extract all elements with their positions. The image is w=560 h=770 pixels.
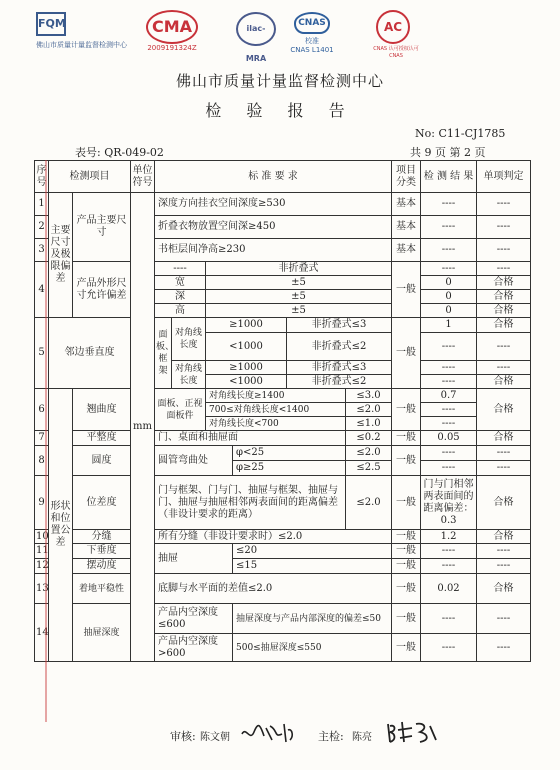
result: ----	[421, 375, 477, 389]
item-warpage: 翘曲度	[73, 389, 131, 431]
requirement: ±5	[206, 276, 392, 290]
requirement: 非折叠式≤3	[287, 361, 392, 375]
auditor-signature-icon	[238, 720, 298, 746]
report-title: 检 验 报 告	[205, 101, 355, 120]
logo-bar	[0, 10, 560, 70]
requirement: 底脚与水平面的差值≤2.0	[155, 574, 392, 604]
item-roundness: 圆度	[73, 446, 131, 476]
category: 一般	[392, 446, 421, 476]
row-seq: 9	[35, 476, 49, 530]
item-outline-deviation: 产品外形尺寸允许偏差	[73, 262, 131, 318]
category: 基本	[392, 216, 421, 239]
row-seq: 1	[35, 193, 49, 216]
diagonal-range: <1000	[206, 375, 287, 389]
part-tube-bend: 圆管弯曲处	[155, 446, 233, 476]
item-flatness: 平整度	[73, 431, 131, 446]
judgement: 合格	[477, 290, 531, 304]
table-header-row	[35, 161, 531, 193]
diagonal-range: <1000	[206, 333, 287, 361]
judgement: 合格	[477, 530, 531, 544]
result: ----	[421, 333, 477, 361]
requirement: 书柜层间净高≥230	[155, 239, 392, 262]
header-standard: 标 准 要 求	[155, 161, 392, 193]
item-sag: 下垂度	[73, 544, 131, 559]
result: ----	[421, 403, 477, 417]
inspection-table	[34, 160, 531, 662]
diagonal-range: ≥1000	[206, 318, 287, 333]
tolerance: ≤2.0	[346, 403, 392, 417]
requirement: 深度方向挂衣空间深度≥530	[155, 193, 392, 216]
requirement: 门与框架、门与门、抽屉与框架、抽屉与门、抽屉与抽屉相邻两表面间的距离偏差（非设计要求的距离）	[155, 476, 346, 530]
requirement: ±5	[206, 304, 392, 318]
row-seq: 13	[35, 574, 49, 604]
category: 基本	[392, 193, 421, 216]
category: 一般	[392, 574, 421, 604]
ilac-mark: ilac-MRA	[236, 12, 276, 46]
judgement: 合格	[477, 574, 531, 604]
judgement: 合格	[477, 389, 531, 431]
page-count: 共 9 页 第 2 页	[410, 146, 486, 159]
result: 0.7	[421, 389, 477, 403]
requirement: 非折叠式	[206, 262, 392, 276]
judgement: ----	[477, 216, 531, 239]
header-judgement: 单项判定	[477, 161, 531, 193]
row-seq: 6	[35, 389, 49, 431]
diagonal-range: 对角线长度<700	[206, 417, 346, 431]
table-row	[35, 544, 531, 559]
result: ----	[421, 193, 477, 216]
row-seq: 7	[35, 431, 49, 446]
result: 0.02	[421, 574, 477, 604]
item-level-difference: 位差度	[73, 476, 131, 530]
judgement: ----	[477, 333, 531, 361]
table-row	[35, 559, 531, 574]
result: 1	[421, 318, 477, 333]
cnas-sub: 校准	[305, 37, 319, 45]
tolerance: ≤2.5	[346, 461, 392, 476]
table-row	[35, 193, 531, 216]
row-seq: 5	[35, 318, 49, 389]
condition: 产品内空深度≤600	[155, 604, 233, 634]
result: 门与门相邻两表面间的距离偏差：0.3	[421, 476, 477, 530]
result: 0	[421, 276, 477, 290]
row-seq: 4	[35, 262, 49, 318]
table-row	[35, 431, 531, 446]
row-seq: 12	[35, 559, 49, 574]
requirement: 非折叠式≤3	[287, 318, 392, 333]
tolerance: ≤15	[233, 559, 392, 574]
dimension: 深	[155, 290, 206, 304]
result: 0	[421, 290, 477, 304]
item-drawer-depth: 抽屉深度	[73, 604, 131, 662]
tolerance: ≤3.0	[346, 389, 392, 403]
report-number: No: C11-CJ1785	[415, 127, 506, 140]
group-main-dimensions: 主要尺寸及极限偏差	[49, 193, 73, 318]
group-shape-position: 形状和位置公差	[49, 389, 73, 662]
ilac-logo	[232, 12, 280, 63]
table-row	[35, 574, 531, 604]
cnas-mark: CNAS	[294, 12, 330, 34]
result: ----	[421, 417, 477, 431]
result: ----	[421, 446, 477, 461]
ac-mark: AC	[376, 10, 410, 44]
judgement: 合格	[477, 431, 531, 446]
ac-caption: CNAS 认可授权认可 CNAS	[373, 46, 419, 59]
category: 一般	[392, 389, 421, 431]
tolerance: ≤0.2	[346, 431, 392, 446]
scan-margin-line	[45, 160, 47, 722]
judgement: ----	[477, 604, 531, 634]
dimension: 高	[155, 304, 206, 318]
item-gap: 分缝	[73, 530, 131, 544]
judgement: ----	[477, 461, 531, 476]
header-unit: 单位符号	[131, 161, 155, 193]
tolerance: ≤20	[233, 544, 392, 559]
row-seq: 14	[35, 604, 49, 662]
judgement: ----	[477, 446, 531, 461]
result: ----	[421, 262, 477, 276]
tolerance: ≤2.0	[346, 446, 392, 461]
row-seq: 8	[35, 446, 49, 476]
result: 0.05	[421, 431, 477, 446]
tolerance: ≤2.0	[346, 476, 392, 530]
category: 一般	[392, 544, 421, 559]
result: ----	[421, 361, 477, 375]
item-ground-stability: 着地平稳性	[73, 574, 131, 604]
dimension: ----	[155, 262, 206, 276]
result: 1.2	[421, 530, 477, 544]
diagonal-label: 对角线长度	[172, 318, 206, 361]
requirement: 折叠衣物放置空间深≥450	[155, 216, 392, 239]
item-swing: 摆动度	[73, 559, 131, 574]
fqm-caption: 佛山市质量计量监督检测中心	[36, 41, 127, 49]
result: ----	[421, 604, 477, 634]
cma-logo	[140, 10, 204, 56]
requirement: 抽屉深度与产品内部深度的偏差≤50	[233, 604, 392, 634]
auditor-name: 陈文朝	[200, 732, 230, 743]
result: ----	[421, 239, 477, 262]
header-result: 检 测 结 果	[421, 161, 477, 193]
category: 一般	[392, 476, 421, 530]
judgement: 合格	[477, 318, 531, 333]
category: 一般	[392, 431, 421, 446]
category: 一般	[392, 559, 421, 574]
category: 一般	[392, 318, 421, 389]
judgement: ----	[477, 559, 531, 574]
requirement: 所有分缝（非设计要求时）≤2.0	[155, 530, 392, 544]
category: 一般	[392, 262, 421, 318]
judgement: ----	[477, 239, 531, 262]
part-panel-frame: 面板、框架	[155, 318, 172, 389]
diameter-range: φ<25	[233, 446, 346, 461]
row-seq: 10	[36, 530, 49, 542]
result: 0	[421, 304, 477, 318]
row-seq: 3	[35, 239, 49, 262]
diagonal-range: 对角线长度≥1400	[206, 389, 346, 403]
header-item: 检测项目	[49, 161, 131, 193]
cnas-logo	[284, 12, 340, 62]
auditor-label: 审核:	[170, 730, 196, 743]
result: ----	[421, 559, 477, 574]
fqm-logo	[36, 12, 127, 52]
requirement: 非折叠式≤2	[287, 375, 392, 389]
category: 一般	[392, 634, 421, 662]
part-drawer: 抽屉	[155, 544, 233, 574]
fqm-mark: FQM	[36, 12, 66, 36]
header-category: 项目分类	[392, 161, 421, 193]
requirement: ±5	[206, 290, 392, 304]
cma-number: 2009191324Z	[147, 44, 197, 52]
item-perpendicularity: 邻边垂直度	[49, 318, 131, 389]
item-main-dimensions: 产品主要尺寸	[73, 193, 131, 262]
judgement: 合格	[477, 375, 531, 389]
cnas-code: CNAS L1401	[290, 46, 334, 54]
form-number: 表号: QR-049-02	[75, 146, 164, 159]
judgement: ----	[477, 193, 531, 216]
organization-name: 佛山市质量计量监督检测中心	[175, 72, 384, 90]
judgement: ----	[477, 262, 531, 276]
judgement: ----	[477, 361, 531, 375]
category: 一般	[392, 530, 421, 544]
judgement: ----	[477, 544, 531, 559]
ac-logo	[368, 10, 424, 60]
dimension: 宽	[155, 276, 206, 290]
result: ----	[421, 216, 477, 239]
result: ----	[421, 544, 477, 559]
judgement: 合格	[477, 476, 531, 530]
result: ----	[421, 634, 477, 662]
unit-mm: mm	[131, 193, 155, 662]
table-row	[35, 318, 531, 333]
header-seq: 序号	[35, 161, 49, 193]
table-row	[35, 262, 531, 276]
condition: 产品内空深度>600	[155, 634, 233, 662]
diagonal-label: 对角线长度	[172, 361, 206, 389]
diameter-range: φ≥25	[233, 461, 346, 476]
checker-name: 陈亮	[352, 732, 372, 743]
table-row	[35, 530, 531, 544]
category: 基本	[392, 239, 421, 262]
table-row	[35, 476, 531, 530]
diagonal-range: ≥1000	[206, 361, 287, 375]
judgement: 合格	[477, 276, 531, 290]
judgement: 合格	[477, 304, 531, 318]
tolerance: ≤1.0	[346, 417, 392, 431]
row-seq: 11	[35, 544, 49, 559]
row-seq: 2	[35, 216, 49, 239]
part-panels: 面板、正视面板件	[155, 389, 206, 431]
table-row	[35, 389, 531, 403]
requirement: 门、桌面和抽屉面	[155, 431, 346, 446]
judgement: ----	[477, 634, 531, 662]
checker-signature-icon	[384, 718, 440, 746]
result: ----	[421, 461, 477, 476]
checker-label: 主检:	[318, 730, 344, 743]
requirement: 非折叠式≤2	[287, 333, 392, 361]
cma-mark: CMA	[146, 10, 198, 44]
table-row	[35, 446, 531, 461]
category: 一般	[392, 604, 421, 634]
table-row	[35, 604, 531, 634]
requirement: 500≤抽屉深度≤550	[233, 634, 392, 662]
diagonal-range: 700≤对角线长度<1400	[206, 403, 346, 417]
